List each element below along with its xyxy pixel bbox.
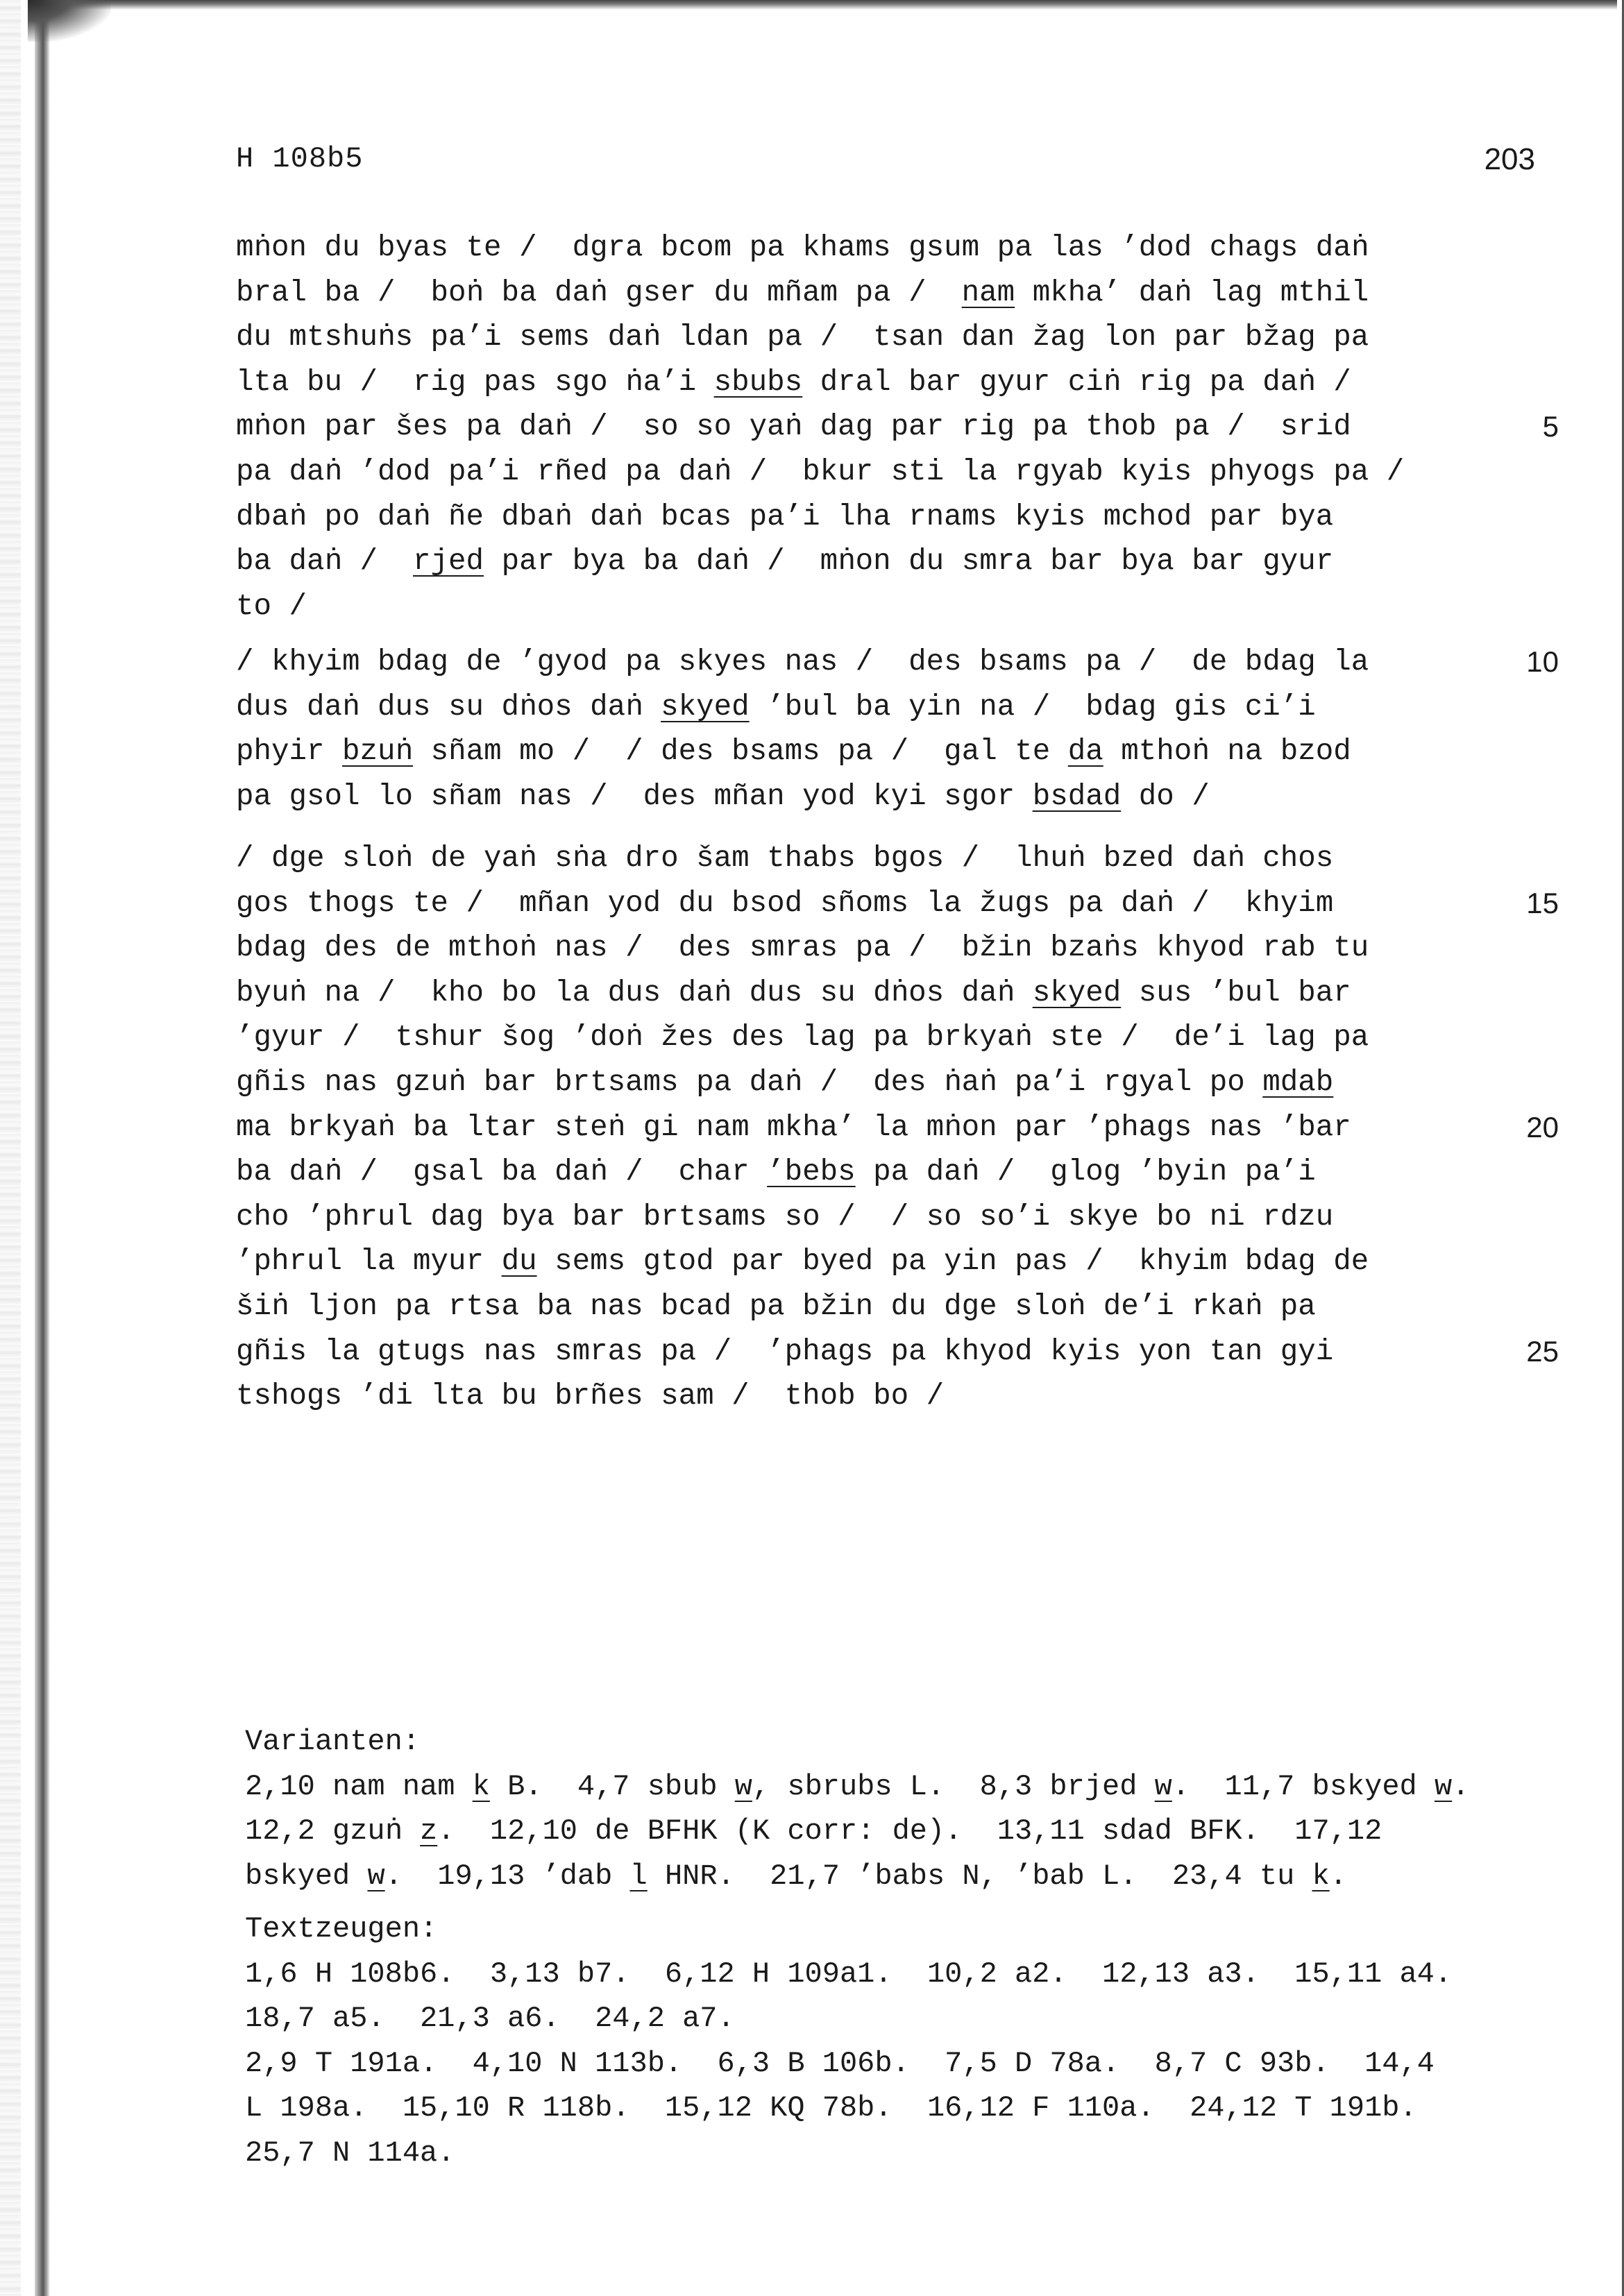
text-segment: HNR. 21,7 ’babs N, ’bab L. 23,4 tu bbox=[647, 1859, 1312, 1893]
text-segment: ma brkyaṅ ba ltar steṅ gi nam mkha’ la mṅon par ’phags nas ’bar bbox=[236, 1110, 1351, 1144]
text-segment: phyir bbox=[236, 735, 343, 769]
text-line bbox=[236, 729, 1499, 774]
text-segment: / khyim bdag de ’gyod pa skyes nas / des bsams pa / de bdag la bbox=[236, 645, 1369, 679]
text-segment: ba daṅ / bbox=[236, 545, 414, 579]
text-line bbox=[236, 1105, 1559, 1150]
underlined-word: k bbox=[472, 1769, 490, 1803]
text-line bbox=[236, 405, 1559, 450]
line-number: 15 bbox=[1526, 886, 1559, 919]
underlined-word: w bbox=[367, 1859, 385, 1893]
underlined-word: w bbox=[1154, 1769, 1172, 1803]
text-line bbox=[236, 1284, 1499, 1329]
text-segment: B. 4,7 sbub bbox=[489, 1769, 735, 1803]
text-segment: pa gsol lo sñam nas / des mñan yod kyi sgor bbox=[236, 779, 1033, 813]
underlined-word: nam bbox=[961, 275, 1015, 309]
text-line bbox=[236, 495, 1499, 540]
underlined-word: bsdad bbox=[1032, 779, 1122, 813]
text-line bbox=[236, 1374, 1499, 1419]
underlined-word: du bbox=[501, 1245, 537, 1279]
text-segment: . 19,13 ’dab bbox=[384, 1859, 630, 1893]
varianten-line bbox=[245, 1854, 1564, 1899]
text-segment: dral bar gyur ciṅ rig pa daṅ / bbox=[802, 365, 1351, 399]
line-number: 10 bbox=[1526, 645, 1559, 678]
text-segment: sñam mo / / des bsams pa / gal te bbox=[413, 735, 1068, 769]
text-segment: to / bbox=[236, 589, 307, 623]
text-line bbox=[236, 315, 1499, 360]
running-header-siglum: H 108b5 bbox=[236, 142, 364, 176]
text-line bbox=[236, 774, 1499, 819]
line-number: 25 bbox=[1526, 1334, 1559, 1368]
text-segment: tshogs ’di lta bu brñes sam / thob bo / bbox=[236, 1379, 945, 1413]
text-segment: , sbrubs L. 8,3 brjed bbox=[752, 1769, 1155, 1803]
underlined-word: z bbox=[420, 1814, 438, 1848]
text-segment: . bbox=[1452, 1769, 1470, 1803]
underlined-word: k bbox=[1312, 1859, 1330, 1893]
underlined-word: da bbox=[1067, 735, 1103, 769]
text-segment: par bya ba daṅ / mṅon du smra bar bya bar gyur bbox=[484, 545, 1334, 579]
text-paragraph-2 bbox=[236, 640, 1559, 819]
underlined-word: sbubs bbox=[713, 365, 803, 399]
line-number: 5 bbox=[1542, 410, 1559, 443]
text-paragraph-1 bbox=[236, 226, 1559, 629]
text-line bbox=[236, 1195, 1499, 1240]
text-line bbox=[236, 271, 1499, 316]
textzeugen-line bbox=[245, 2041, 1564, 2086]
text-segment: 18,7 a5. 21,3 a6. 24,2 a7. bbox=[245, 2002, 735, 2035]
text-line bbox=[236, 1060, 1499, 1105]
text-segment: 12,2 gzuṅ bbox=[245, 1814, 421, 1848]
text-segment: sus ’bul bar bbox=[1121, 976, 1351, 1010]
text-segment: do / bbox=[1121, 779, 1210, 813]
underlined-word: w bbox=[734, 1769, 752, 1803]
text-segment: mkha’ daṅ lag mthil bbox=[1015, 275, 1369, 309]
text-segment: mṅon par šes pa daṅ / so so yaṅ dag par rig pa thob pa / srid bbox=[236, 410, 1351, 444]
underlined-word: bzuṅ bbox=[342, 735, 414, 769]
text-line bbox=[236, 360, 1499, 405]
underlined-word: mdab bbox=[1262, 1065, 1334, 1099]
text-segment: pa daṅ / glog ’byin pa’i bbox=[855, 1155, 1316, 1189]
page-corner-shadow bbox=[28, 0, 111, 42]
text-segment: . 11,7 bskyed bbox=[1172, 1769, 1435, 1803]
varianten-heading: Varianten: bbox=[245, 1725, 421, 1758]
text-segment: dbaṅ po daṅ ñe dbaṅ daṅ bcas pa’i lha rnams kyis mchod par bya bbox=[236, 500, 1334, 534]
underlined-word: w bbox=[1434, 1769, 1453, 1803]
underlined-word: skyed bbox=[661, 690, 750, 724]
underlined-word: skyed bbox=[1032, 976, 1122, 1010]
text-segment: ’phrul la myur bbox=[236, 1245, 502, 1279]
text-segment: . bbox=[1329, 1859, 1347, 1893]
text-line bbox=[236, 584, 1499, 629]
page-number: 203 bbox=[1484, 142, 1535, 176]
text-line bbox=[236, 836, 1499, 881]
page-edge-left bbox=[35, 0, 50, 2296]
text-segment: du mtshuṅs pa’i sems daṅ ldan pa / tsan dan žag lon par bžag pa bbox=[236, 321, 1369, 355]
text-segment: cho ’phrul dag bya bar brtsams so / / so so’i skye bo ni rdzu bbox=[236, 1200, 1334, 1234]
text-segment: dus daṅ dus su dṅos daṅ bbox=[236, 690, 661, 724]
page-edge-top bbox=[42, 0, 1617, 10]
line-number: 20 bbox=[1526, 1110, 1559, 1143]
textzeugen-heading: Textzeugen: bbox=[245, 1912, 438, 1946]
text-segment: mṅon du byas te / dgra bcom pa khams gsum pa las ’dod chags daṅ bbox=[236, 231, 1369, 264]
text-line bbox=[236, 685, 1499, 730]
text-segment: 2,9 T 191a. 4,10 N 113b. 6,3 B 106b. 7,5 D 78a. 8,7 C 93b. 14,4 bbox=[245, 2046, 1435, 2080]
underlined-word: ’bebs bbox=[767, 1155, 856, 1189]
text-segment: . 12,10 de BFHK (K corr: de). 13,11 sdad BFK. 17,12 bbox=[437, 1814, 1382, 1848]
text-segment: 25,7 N 114a. bbox=[245, 2136, 455, 2170]
varianten-line bbox=[245, 1809, 1564, 1854]
text-line bbox=[236, 1015, 1499, 1060]
text-segment: sems gtod par byed pa yin pas / khyim bdag de bbox=[536, 1245, 1369, 1279]
text-line bbox=[236, 1329, 1559, 1375]
textzeugen-line bbox=[245, 1952, 1564, 1997]
text-segment: bral ba / boṅ ba daṅ gser du mñam pa / bbox=[236, 275, 962, 309]
text-paragraph-3 bbox=[236, 836, 1559, 1419]
text-segment: ’gyur / tshur šog ’doṅ žes des lag pa brkyaṅ ste / de’i lag pa bbox=[236, 1021, 1369, 1055]
text-segment: bskyed bbox=[245, 1859, 368, 1893]
underlined-word: rjed bbox=[413, 545, 484, 579]
text-segment: ba daṅ / gsal ba daṅ / char bbox=[236, 1155, 768, 1189]
text-line bbox=[236, 226, 1499, 271]
text-segment: byuṅ na / kho bo la dus daṅ dus su dṅos daṅ bbox=[236, 976, 1033, 1010]
text-segment: / dge sloṅ de yaṅ sṅa dro šam thabs bgos / lhuṅ bzed daṅ chos bbox=[236, 842, 1334, 875]
text-segment: gñis la gtugs nas smras pa / ’phags pa khyod kyis yon tan gyi bbox=[236, 1334, 1334, 1368]
varianten-line bbox=[245, 1764, 1564, 1810]
text-segment: L 198a. 15,10 R 118b. 15,12 KQ 78b. 16,12 F 110a. 24,12 T 191b. bbox=[245, 2091, 1417, 2125]
varianten-list bbox=[245, 1764, 1564, 1899]
apparatus bbox=[245, 1719, 1564, 2175]
textzeugen-list bbox=[245, 1952, 1564, 2176]
text-line bbox=[236, 1150, 1499, 1195]
text-segment: mthoṅ na bzod bbox=[1103, 735, 1351, 769]
textzeugen-line bbox=[245, 1996, 1564, 2041]
underlined-word: l bbox=[629, 1859, 648, 1893]
text-line bbox=[236, 1239, 1499, 1284]
text-segment: gñis nas gzuṅ bar brtsams pa daṅ / des ṅaṅ pa’i rgyal po bbox=[236, 1065, 1263, 1099]
text-segment: gos thogs te / mñan yod du bsod sñoms la žugs pa daṅ / khyim bbox=[236, 886, 1334, 920]
page-shadow-strip bbox=[0, 0, 21, 2296]
text-line bbox=[236, 926, 1499, 971]
text-line bbox=[236, 881, 1559, 926]
text-segment: 2,10 nam nam bbox=[245, 1769, 473, 1803]
textzeugen-line bbox=[245, 2131, 1564, 2176]
text-segment: bdag des de mthoṅ nas / des smras pa / bžin bzaṅs khyod rab tu bbox=[236, 931, 1369, 965]
text-segment: lta bu / rig pas sgo ṅa’i bbox=[236, 365, 714, 399]
text-line bbox=[236, 971, 1499, 1016]
textzeugen-line bbox=[245, 2086, 1564, 2131]
text-segment: ’bul ba yin na / bdag gis ci’i bbox=[749, 690, 1316, 724]
text-segment: šiṅ ljon pa rtsa ba nas bcad pa bžin du dge sloṅ de’i rkaṅ pa bbox=[236, 1289, 1316, 1323]
text-line bbox=[236, 539, 1499, 584]
text-line bbox=[236, 640, 1559, 685]
text-line bbox=[236, 450, 1499, 495]
text-segment: 1,6 H 108b6. 3,13 b7. 6,12 H 109a1. 10,2 a2. 12,13 a3. 15,11 a4. bbox=[245, 1957, 1453, 1991]
text-segment: pa daṅ ’dod pa’i rñed pa daṅ / bkur sti la rgyab kyis phyogs pa / bbox=[236, 454, 1405, 488]
